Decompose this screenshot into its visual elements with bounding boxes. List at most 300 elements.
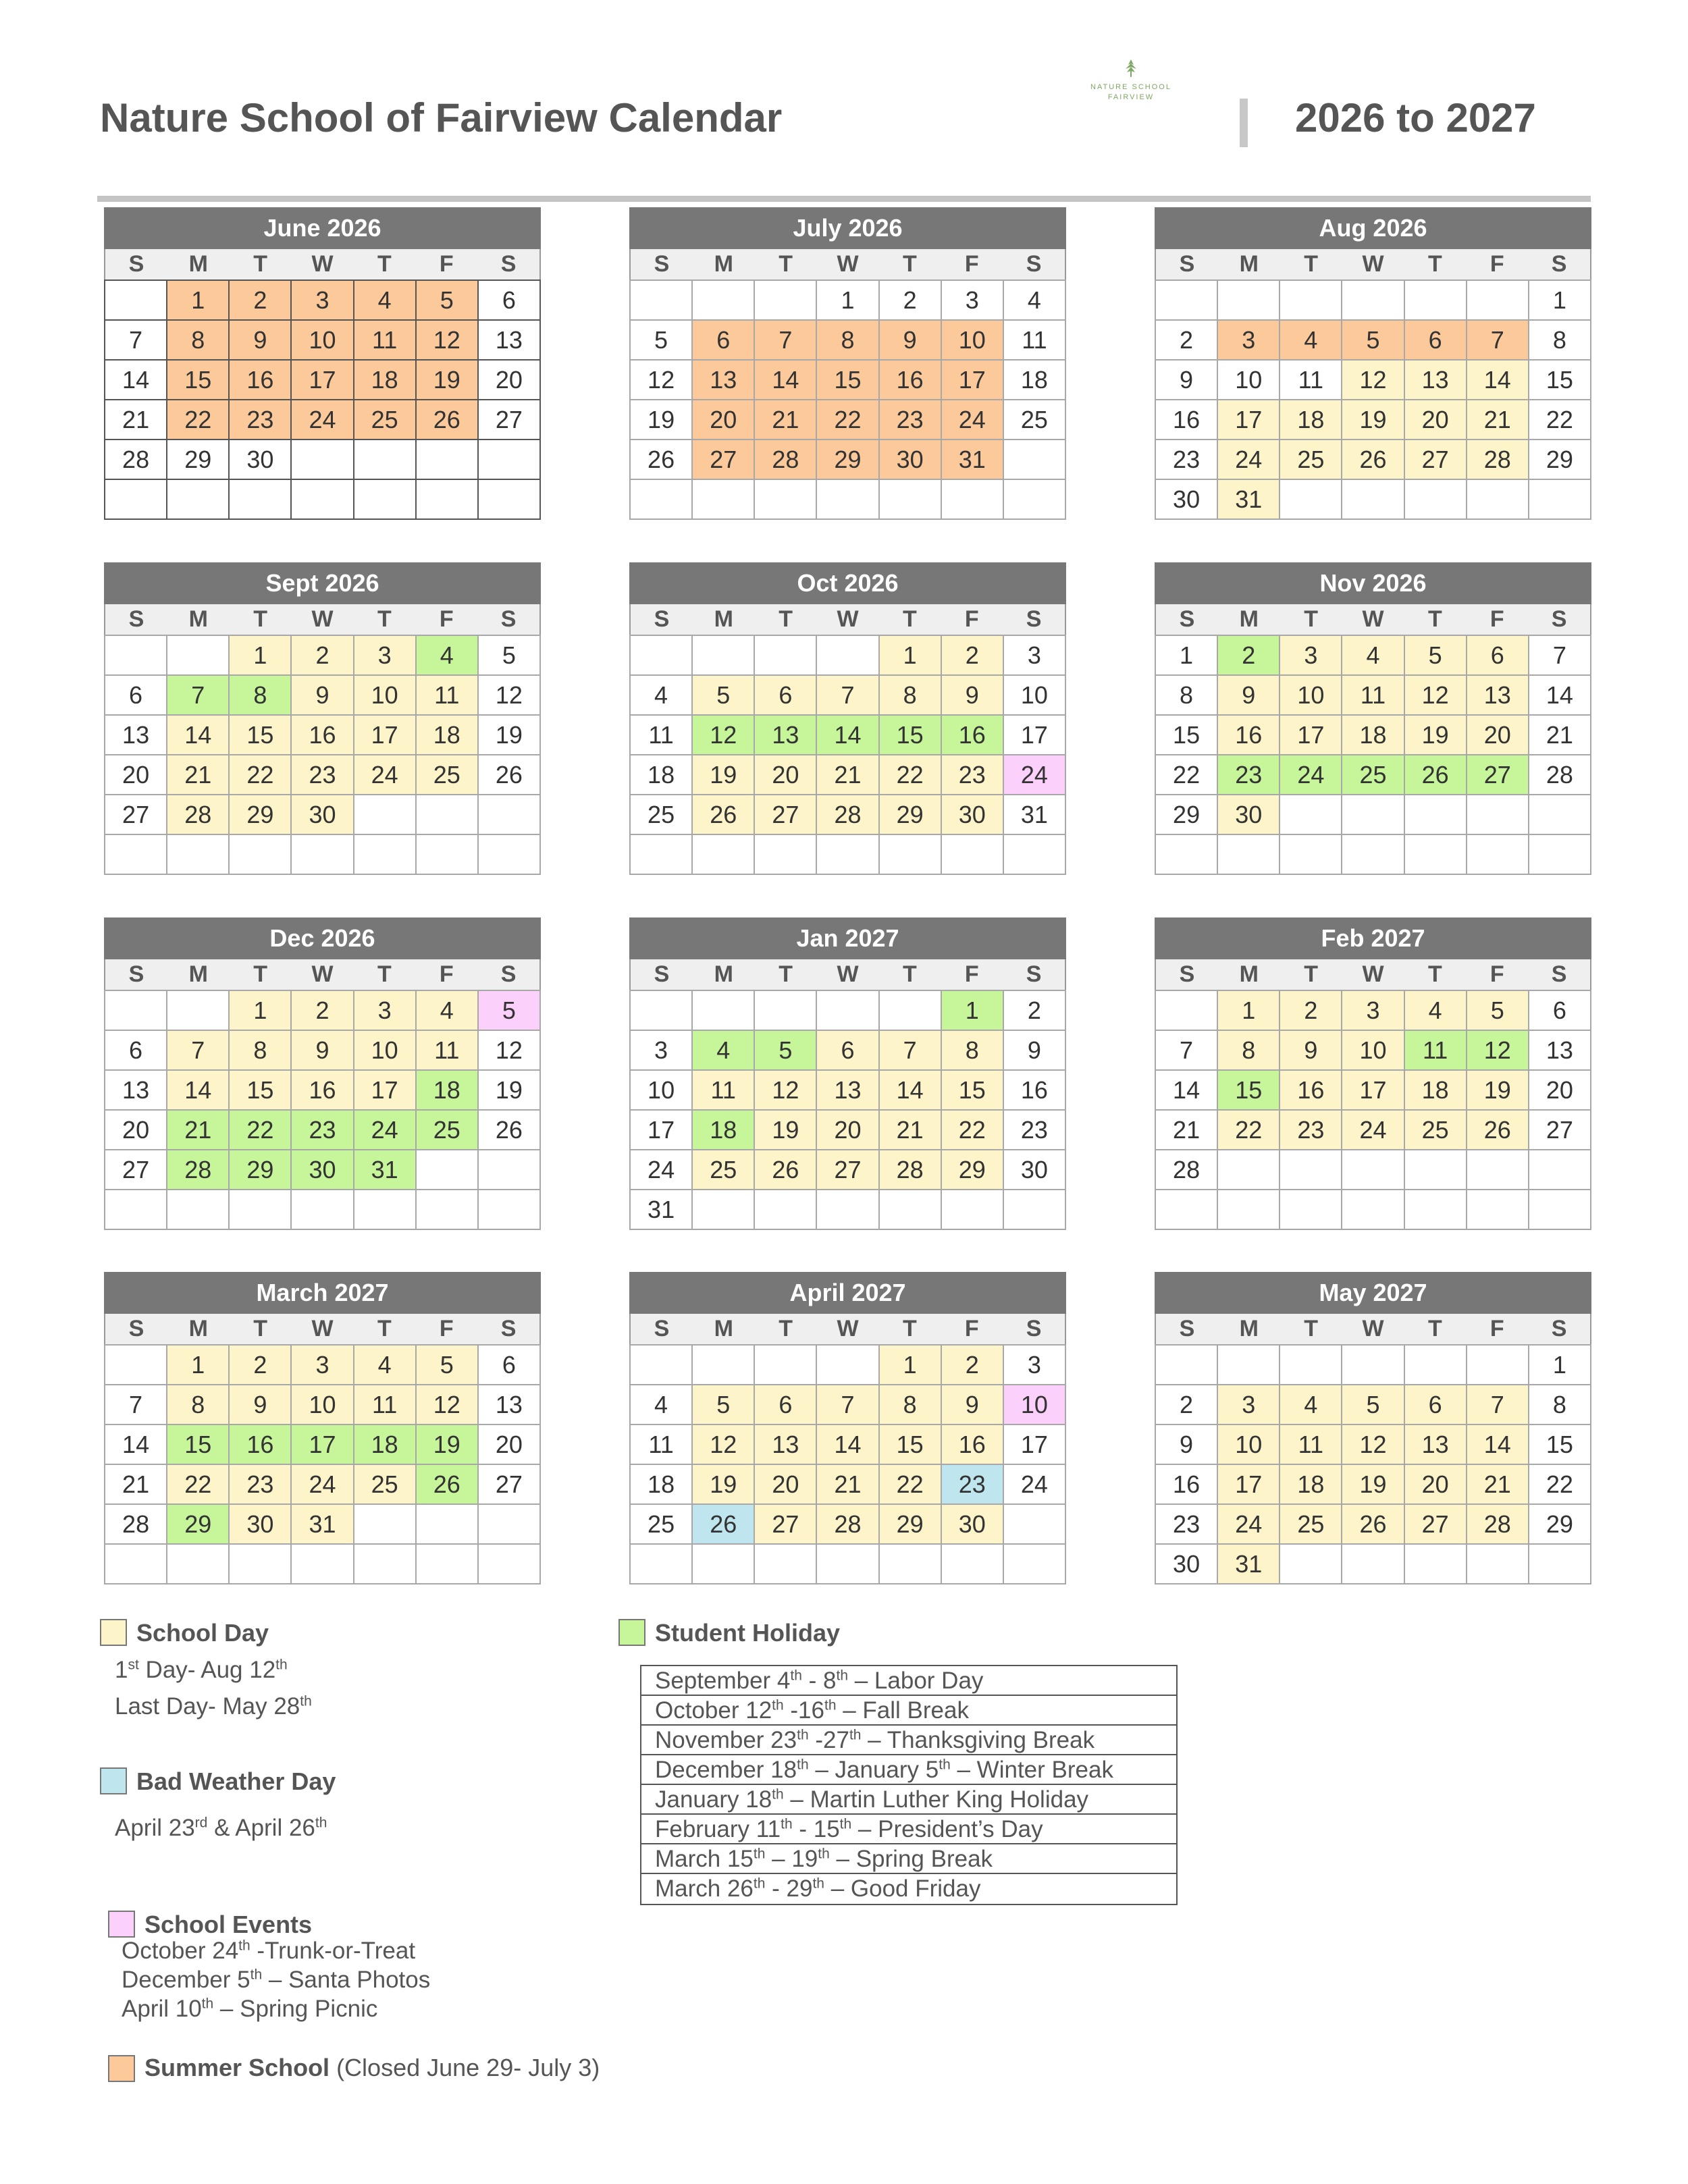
weekday-label: F bbox=[1489, 961, 1504, 987]
empty-day-cell bbox=[1003, 440, 1065, 479]
day-cell: 8 bbox=[229, 1030, 291, 1070]
weekday-label: S bbox=[1026, 251, 1042, 277]
day-cell: 15 bbox=[229, 1070, 291, 1110]
month-calendar bbox=[1155, 917, 1591, 1230]
day-cell: 11 bbox=[1003, 320, 1065, 360]
weekday-label: T bbox=[902, 961, 917, 987]
day-cell: 25 bbox=[354, 400, 416, 440]
empty-day-cell bbox=[167, 1190, 229, 1229]
day-cell: 21 bbox=[1467, 400, 1529, 440]
weekday-header bbox=[1155, 1314, 1591, 1344]
day-cell: 10 bbox=[1003, 1385, 1065, 1424]
weekday-label: W bbox=[1362, 251, 1384, 277]
day-cell: 10 bbox=[1217, 360, 1280, 400]
weekday-header bbox=[104, 959, 541, 990]
weekday-label: T bbox=[779, 1316, 793, 1341]
weekday-label: T bbox=[1427, 606, 1442, 632]
day-cell: 22 bbox=[229, 755, 291, 795]
empty-day-cell bbox=[478, 834, 540, 874]
day-cell: 14 bbox=[816, 715, 878, 755]
day-cell: 4 bbox=[1003, 280, 1065, 320]
weekday-label: T bbox=[779, 606, 793, 632]
summer-school-note: (Closed June 29- July 3) bbox=[329, 2054, 600, 2081]
day-cell: 2 bbox=[229, 1345, 291, 1385]
day-cell: 25 bbox=[692, 1150, 754, 1190]
day-cell: 25 bbox=[1342, 755, 1404, 795]
day-cell: 14 bbox=[167, 1070, 229, 1110]
empty-day-cell bbox=[1342, 1190, 1404, 1229]
day-cell: 13 bbox=[754, 715, 816, 755]
empty-day-cell bbox=[354, 1544, 416, 1584]
day-cell: 26 bbox=[692, 1504, 754, 1544]
day-cell: 9 bbox=[941, 675, 1003, 715]
empty-day-cell bbox=[1467, 795, 1529, 834]
day-cell: 13 bbox=[1404, 360, 1467, 400]
day-cell: 12 bbox=[1404, 675, 1467, 715]
day-cell: 28 bbox=[816, 1504, 878, 1544]
empty-day-cell bbox=[1404, 280, 1467, 320]
empty-day-cell bbox=[1342, 1544, 1404, 1584]
holiday-row: March 15th – 19th – Spring Break bbox=[641, 1844, 1176, 1874]
day-cell: 23 bbox=[291, 1110, 353, 1150]
empty-day-cell bbox=[1467, 834, 1529, 874]
empty-day-cell bbox=[478, 1504, 540, 1544]
day-cell: 4 bbox=[354, 280, 416, 320]
weekday-label: F bbox=[1489, 251, 1504, 277]
empty-day-cell bbox=[816, 1345, 878, 1385]
day-cell: 22 bbox=[879, 1464, 941, 1504]
empty-day-cell bbox=[630, 1345, 692, 1385]
day-cell: 12 bbox=[416, 1385, 478, 1424]
empty-day-cell bbox=[478, 1544, 540, 1584]
day-cell: 6 bbox=[754, 1385, 816, 1424]
empty-day-cell bbox=[1342, 795, 1404, 834]
weekday-label: T bbox=[377, 1316, 392, 1341]
empty-day-cell bbox=[416, 479, 478, 519]
empty-day-cell bbox=[692, 635, 754, 675]
day-cell: 23 bbox=[229, 400, 291, 440]
day-cell: 19 bbox=[1342, 400, 1404, 440]
holiday-row: December 18th – January 5th – Winter Break bbox=[641, 1755, 1176, 1785]
empty-day-cell bbox=[1155, 834, 1217, 874]
day-cell: 16 bbox=[941, 715, 1003, 755]
day-cell: 1 bbox=[229, 635, 291, 675]
empty-day-cell bbox=[291, 1544, 353, 1584]
day-cell: 7 bbox=[1155, 1030, 1217, 1070]
day-cell: 27 bbox=[1467, 755, 1529, 795]
day-cell: 18 bbox=[630, 755, 692, 795]
day-cell: 28 bbox=[816, 795, 878, 834]
day-cell: 13 bbox=[816, 1070, 878, 1110]
day-cell: 25 bbox=[416, 1110, 478, 1150]
day-cell: 2 bbox=[1280, 990, 1342, 1030]
day-cell: 31 bbox=[354, 1150, 416, 1190]
empty-day-cell bbox=[941, 1544, 1003, 1584]
empty-day-cell bbox=[1280, 1544, 1342, 1584]
day-cell: 17 bbox=[1217, 1464, 1280, 1504]
day-cell: 15 bbox=[1529, 1424, 1591, 1464]
day-cell: 25 bbox=[416, 755, 478, 795]
day-cell: 30 bbox=[941, 795, 1003, 834]
day-cell: 9 bbox=[229, 1385, 291, 1424]
day-cell: 12 bbox=[754, 1070, 816, 1110]
empty-day-cell bbox=[630, 280, 692, 320]
empty-day-cell bbox=[816, 635, 878, 675]
day-cell: 29 bbox=[1529, 1504, 1591, 1544]
day-cell: 28 bbox=[1155, 1150, 1217, 1190]
day-cell: 30 bbox=[229, 440, 291, 479]
empty-day-cell bbox=[291, 834, 353, 874]
day-cell: 24 bbox=[354, 1110, 416, 1150]
day-grid bbox=[104, 1344, 541, 1584]
empty-day-cell bbox=[1217, 1150, 1280, 1190]
day-cell: 12 bbox=[692, 1424, 754, 1464]
empty-day-cell bbox=[1404, 1150, 1467, 1190]
day-cell: 14 bbox=[816, 1424, 878, 1464]
day-cell: 5 bbox=[1342, 1385, 1404, 1424]
day-cell: 11 bbox=[1280, 360, 1342, 400]
day-cell: 26 bbox=[416, 400, 478, 440]
empty-day-cell bbox=[1404, 795, 1467, 834]
weekday-label: S bbox=[1551, 606, 1567, 632]
event-item: October 24th -Trunk-or-Treat bbox=[122, 1938, 416, 1964]
day-cell: 22 bbox=[167, 1464, 229, 1504]
empty-day-cell bbox=[754, 834, 816, 874]
day-cell: 18 bbox=[416, 715, 478, 755]
empty-day-cell bbox=[1217, 1190, 1280, 1229]
holiday-list bbox=[640, 1665, 1178, 1905]
day-cell: 12 bbox=[630, 360, 692, 400]
empty-day-cell bbox=[816, 479, 878, 519]
day-cell: 8 bbox=[1155, 675, 1217, 715]
empty-day-cell bbox=[167, 635, 229, 675]
day-cell: 31 bbox=[1217, 479, 1280, 519]
weekday-label: S bbox=[1026, 1316, 1042, 1341]
weekday-label: F bbox=[439, 961, 454, 987]
empty-day-cell bbox=[754, 1544, 816, 1584]
empty-day-cell bbox=[630, 834, 692, 874]
day-cell: 1 bbox=[879, 635, 941, 675]
weekday-label: F bbox=[439, 606, 454, 632]
day-cell: 24 bbox=[1217, 440, 1280, 479]
empty-day-cell bbox=[1280, 834, 1342, 874]
weekday-label: T bbox=[779, 251, 793, 277]
day-cell: 25 bbox=[1003, 400, 1065, 440]
empty-day-cell bbox=[1529, 1150, 1591, 1190]
weekday-label: W bbox=[1362, 606, 1384, 632]
day-cell: 6 bbox=[478, 1345, 540, 1385]
day-cell: 2 bbox=[1003, 990, 1065, 1030]
holiday-row: January 18th – Martin Luther King Holiday bbox=[641, 1785, 1176, 1815]
empty-day-cell bbox=[754, 990, 816, 1030]
first-day-text: 1st Day- Aug 12th bbox=[115, 1657, 288, 1683]
logo-text: NATURE SCHOOL FAIRVIEW bbox=[1090, 83, 1171, 101]
empty-day-cell bbox=[692, 280, 754, 320]
day-cell: 20 bbox=[478, 360, 540, 400]
day-cell: 23 bbox=[1155, 1504, 1217, 1544]
day-cell: 5 bbox=[692, 1385, 754, 1424]
weekday-label: M bbox=[1239, 1316, 1259, 1341]
day-cell: 20 bbox=[105, 755, 167, 795]
day-cell: 21 bbox=[816, 755, 878, 795]
day-cell: 31 bbox=[291, 1504, 353, 1544]
day-cell: 6 bbox=[1467, 635, 1529, 675]
day-cell: 21 bbox=[816, 1464, 878, 1504]
empty-day-cell bbox=[1342, 1345, 1404, 1385]
day-cell: 30 bbox=[229, 1504, 291, 1544]
day-cell: 20 bbox=[1404, 400, 1467, 440]
empty-day-cell bbox=[1342, 834, 1404, 874]
empty-day-cell bbox=[354, 479, 416, 519]
day-cell: 10 bbox=[630, 1070, 692, 1110]
day-cell: 3 bbox=[291, 280, 353, 320]
weekday-label: S bbox=[654, 606, 670, 632]
day-cell: 17 bbox=[1280, 715, 1342, 755]
empty-day-cell bbox=[1467, 1544, 1529, 1584]
weekday-label: W bbox=[311, 961, 334, 987]
day-cell: 20 bbox=[816, 1110, 878, 1150]
weekday-label: W bbox=[837, 251, 859, 277]
day-grid bbox=[104, 990, 541, 1230]
weekday-label: F bbox=[439, 1316, 454, 1341]
month-title: July 2026 bbox=[629, 207, 1066, 249]
day-cell: 27 bbox=[754, 795, 816, 834]
day-cell: 19 bbox=[1467, 1070, 1529, 1110]
day-cell: 19 bbox=[630, 400, 692, 440]
empty-day-cell bbox=[167, 1544, 229, 1584]
day-cell: 10 bbox=[1280, 675, 1342, 715]
day-cell: 4 bbox=[630, 675, 692, 715]
empty-day-cell bbox=[354, 795, 416, 834]
weekday-label: S bbox=[654, 961, 670, 987]
day-cell: 25 bbox=[1404, 1110, 1467, 1150]
day-cell: 5 bbox=[692, 675, 754, 715]
day-cell: 28 bbox=[754, 440, 816, 479]
weekday-label: T bbox=[779, 961, 793, 987]
month-calendar bbox=[104, 562, 541, 875]
weekday-label: S bbox=[654, 1316, 670, 1341]
student-holiday-swatch bbox=[618, 1619, 645, 1646]
day-cell: 6 bbox=[816, 1030, 878, 1070]
weekday-label: W bbox=[311, 251, 334, 277]
weekday-label: S bbox=[1551, 961, 1567, 987]
day-cell: 1 bbox=[229, 990, 291, 1030]
weekday-label: M bbox=[714, 606, 733, 632]
day-cell: 7 bbox=[754, 320, 816, 360]
day-cell: 10 bbox=[354, 1030, 416, 1070]
day-cell: 17 bbox=[354, 715, 416, 755]
empty-day-cell bbox=[692, 1544, 754, 1584]
day-cell: 1 bbox=[1217, 990, 1280, 1030]
day-cell: 28 bbox=[105, 440, 167, 479]
day-grid bbox=[629, 1344, 1066, 1584]
day-cell: 24 bbox=[630, 1150, 692, 1190]
day-cell: 15 bbox=[879, 715, 941, 755]
weekday-label: F bbox=[964, 1316, 979, 1341]
empty-day-cell bbox=[1529, 479, 1591, 519]
empty-day-cell bbox=[354, 440, 416, 479]
empty-day-cell bbox=[167, 479, 229, 519]
weekday-label: T bbox=[377, 606, 392, 632]
day-cell: 17 bbox=[1342, 1070, 1404, 1110]
day-cell: 1 bbox=[816, 280, 878, 320]
month-title: Aug 2026 bbox=[1155, 207, 1591, 249]
day-cell: 7 bbox=[1529, 635, 1591, 675]
day-cell: 3 bbox=[291, 1345, 353, 1385]
empty-day-cell bbox=[1217, 834, 1280, 874]
day-cell: 21 bbox=[1155, 1110, 1217, 1150]
day-cell: 29 bbox=[941, 1150, 1003, 1190]
day-cell: 9 bbox=[941, 1385, 1003, 1424]
weekday-label: S bbox=[1179, 606, 1195, 632]
holiday-row: October 12th -16th – Fall Break bbox=[641, 1696, 1176, 1726]
school-day-title: School Day bbox=[136, 1619, 269, 1647]
day-cell: 19 bbox=[1342, 1464, 1404, 1504]
empty-day-cell bbox=[229, 1190, 291, 1229]
weekday-header bbox=[1155, 959, 1591, 990]
day-cell: 8 bbox=[1529, 1385, 1591, 1424]
day-cell: 4 bbox=[416, 990, 478, 1030]
empty-day-cell bbox=[105, 1190, 167, 1229]
empty-day-cell bbox=[105, 479, 167, 519]
day-cell: 19 bbox=[692, 755, 754, 795]
day-cell: 28 bbox=[1467, 440, 1529, 479]
empty-day-cell bbox=[105, 635, 167, 675]
day-cell: 1 bbox=[1529, 1345, 1591, 1385]
day-cell: 6 bbox=[105, 675, 167, 715]
weekday-header bbox=[104, 604, 541, 635]
day-cell: 18 bbox=[1280, 400, 1342, 440]
day-cell: 15 bbox=[167, 360, 229, 400]
day-cell: 9 bbox=[879, 320, 941, 360]
weekday-label: T bbox=[902, 251, 917, 277]
empty-day-cell bbox=[1217, 1345, 1280, 1385]
day-cell: 13 bbox=[1529, 1030, 1591, 1070]
empty-day-cell bbox=[229, 834, 291, 874]
day-cell: 19 bbox=[478, 715, 540, 755]
day-cell: 14 bbox=[1155, 1070, 1217, 1110]
empty-day-cell bbox=[879, 1544, 941, 1584]
day-cell: 29 bbox=[1529, 440, 1591, 479]
empty-day-cell bbox=[291, 440, 353, 479]
day-cell: 27 bbox=[1404, 1504, 1467, 1544]
day-cell: 6 bbox=[692, 320, 754, 360]
empty-day-cell bbox=[879, 990, 941, 1030]
empty-day-cell bbox=[1280, 795, 1342, 834]
day-cell: 3 bbox=[630, 1030, 692, 1070]
day-cell: 13 bbox=[1404, 1424, 1467, 1464]
weekday-label: S bbox=[500, 961, 517, 987]
day-cell: 16 bbox=[1217, 715, 1280, 755]
day-cell: 14 bbox=[754, 360, 816, 400]
day-cell: 19 bbox=[416, 360, 478, 400]
day-cell: 15 bbox=[941, 1070, 1003, 1110]
day-cell: 21 bbox=[1467, 1464, 1529, 1504]
day-cell: 9 bbox=[1155, 360, 1217, 400]
day-cell: 8 bbox=[1217, 1030, 1280, 1070]
day-cell: 11 bbox=[354, 1385, 416, 1424]
day-cell: 30 bbox=[941, 1504, 1003, 1544]
day-cell: 5 bbox=[754, 1030, 816, 1070]
day-cell: 3 bbox=[941, 280, 1003, 320]
event-item: April 10th – Spring Picnic bbox=[122, 1996, 378, 2022]
day-cell: 12 bbox=[1342, 360, 1404, 400]
empty-day-cell bbox=[1404, 1345, 1467, 1385]
day-cell: 20 bbox=[1404, 1464, 1467, 1504]
empty-day-cell bbox=[1342, 479, 1404, 519]
day-cell: 30 bbox=[1217, 795, 1280, 834]
day-cell: 12 bbox=[478, 675, 540, 715]
empty-day-cell bbox=[1342, 280, 1404, 320]
day-cell: 29 bbox=[1155, 795, 1217, 834]
day-cell: 1 bbox=[167, 1345, 229, 1385]
empty-day-cell bbox=[754, 1190, 816, 1229]
weekday-label: F bbox=[1489, 606, 1504, 632]
day-cell: 18 bbox=[1003, 360, 1065, 400]
day-cell: 25 bbox=[1280, 1504, 1342, 1544]
day-cell: 20 bbox=[478, 1424, 540, 1464]
day-cell: 4 bbox=[1404, 990, 1467, 1030]
month-title: Nov 2026 bbox=[1155, 562, 1591, 604]
day-cell: 18 bbox=[1404, 1070, 1467, 1110]
day-cell: 30 bbox=[879, 440, 941, 479]
empty-day-cell bbox=[1155, 1190, 1217, 1229]
empty-day-cell bbox=[1467, 1190, 1529, 1229]
last-day-text: Last Day- May 28th bbox=[115, 1693, 312, 1720]
day-cell: 20 bbox=[754, 1464, 816, 1504]
weekday-label: M bbox=[188, 251, 208, 277]
day-cell: 27 bbox=[1404, 440, 1467, 479]
day-cell: 25 bbox=[630, 1504, 692, 1544]
empty-day-cell bbox=[879, 1190, 941, 1229]
day-cell: 22 bbox=[229, 1110, 291, 1150]
day-cell: 21 bbox=[105, 1464, 167, 1504]
day-cell: 3 bbox=[1003, 635, 1065, 675]
day-cell: 18 bbox=[1280, 1464, 1342, 1504]
day-cell: 18 bbox=[692, 1110, 754, 1150]
day-cell: 4 bbox=[354, 1345, 416, 1385]
day-cell: 10 bbox=[1003, 675, 1065, 715]
summer-school-title: Summer School (Closed June 29- July 3) bbox=[144, 2054, 600, 2081]
day-grid bbox=[629, 635, 1066, 875]
day-cell: 4 bbox=[1280, 320, 1342, 360]
empty-day-cell bbox=[692, 1345, 754, 1385]
weekday-label: T bbox=[1427, 1316, 1442, 1341]
day-cell: 13 bbox=[105, 1070, 167, 1110]
empty-day-cell bbox=[416, 440, 478, 479]
day-cell: 13 bbox=[478, 1385, 540, 1424]
weekday-label: M bbox=[1239, 606, 1259, 632]
day-cell: 28 bbox=[879, 1150, 941, 1190]
day-cell: 30 bbox=[1155, 1544, 1217, 1584]
school-year: 2026 to 2027 bbox=[1295, 95, 1536, 140]
empty-day-cell bbox=[1280, 1150, 1342, 1190]
empty-day-cell bbox=[167, 834, 229, 874]
day-cell: 22 bbox=[1529, 400, 1591, 440]
day-cell: 23 bbox=[1280, 1110, 1342, 1150]
empty-day-cell bbox=[1003, 1504, 1065, 1544]
empty-day-cell bbox=[1467, 479, 1529, 519]
day-cell: 7 bbox=[816, 1385, 878, 1424]
day-cell: 13 bbox=[754, 1424, 816, 1464]
day-cell: 16 bbox=[1280, 1070, 1342, 1110]
day-cell: 13 bbox=[692, 360, 754, 400]
empty-day-cell bbox=[1342, 1150, 1404, 1190]
empty-day-cell bbox=[692, 1190, 754, 1229]
day-cell: 21 bbox=[167, 1110, 229, 1150]
day-cell: 27 bbox=[478, 400, 540, 440]
day-cell: 26 bbox=[630, 440, 692, 479]
